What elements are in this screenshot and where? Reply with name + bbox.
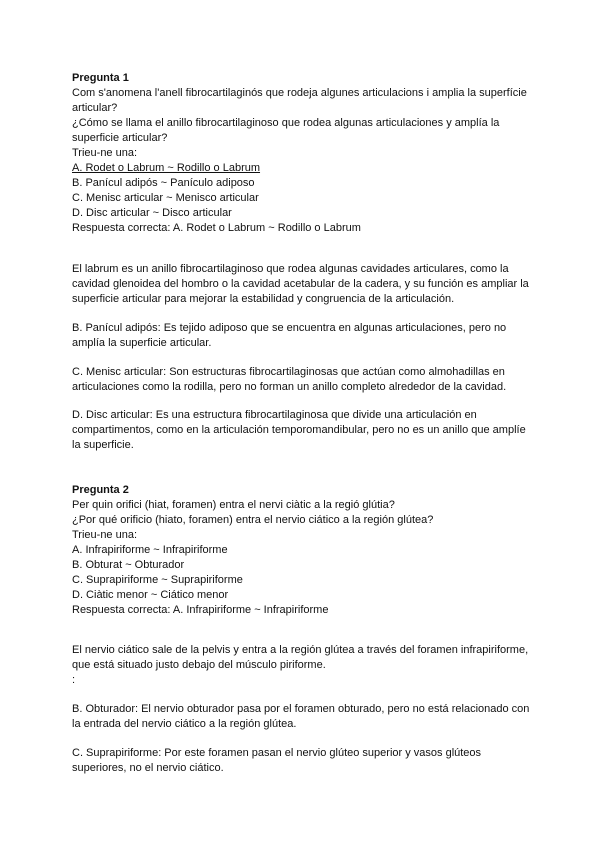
question-title: Pregunta 2 (72, 484, 129, 496)
correct-answer: Respuesta correcta: A. Infrapiriforme ~ Infrapiriforme (72, 604, 329, 616)
option-b[interactable]: B. Panícul adipós ~ Panículo adiposo (72, 177, 255, 189)
correct-answer: Respuesta correcta: A. Rodet o Labrum ~ Rodillo o Labrum (72, 222, 361, 234)
option-d[interactable]: D. Ciàtic menor ~ Ciático menor (72, 589, 229, 601)
explanation-text: B. Obturador: El nervio obturador pasa por el foramen obturado, pero no está relacionado con la entrada del nervio ciático a la región glútea. (72, 703, 530, 730)
choose-one-prompt: Trieu-ne una: (72, 147, 138, 159)
option-b[interactable]: B. Obturat ~ Obturador (72, 559, 185, 571)
explanation-text: C. Menisc articular: Son estructuras fibrocartilaginosas que actúan como almohadillas en articulaciones como la rodilla, pero no forman un anillo completo alrededor de la cavidad. (72, 366, 507, 393)
option-c[interactable]: C. Menisc articular ~ Menisco articular (72, 192, 259, 204)
explanation-text: D. Disc articular: Es una estructura fibrocartilaginosa que divide una articulación en compartimentos, como en la articulación temporomandibular, pero no es un anillo que amplíe la superficie. (72, 409, 526, 451)
explanation-text: B. Panícul adipós: Es tejido adiposo que se encuentra en algunas articulaciones, pero no amplía la superficie articular. (72, 322, 507, 349)
explanation-option-b (72, 702, 534, 732)
explanation-option-c (72, 365, 534, 395)
question-2 (72, 483, 542, 618)
question-1 (72, 71, 542, 236)
question-text-catalan: Per quin orifici (hiat, foramen) entra el nervi ciàtic a la regió glútia? (72, 499, 395, 511)
question-text-spanish: ¿Por qué orificio (hiato, foramen) entra el nervio ciático a la región glútea? (72, 514, 434, 526)
explanation-text: : (72, 674, 76, 686)
explanation-labrum (72, 262, 534, 307)
choose-one-prompt: Trieu-ne una: (72, 529, 138, 541)
explanation-text: C. Suprapiriforme: Por este foramen pasan el nervio glúteo superior y vasos glúteos superiores, no el nervio ciático. (72, 747, 482, 774)
explanation-option-d (72, 408, 534, 453)
question-text-spanish: ¿Cómo se llama el anillo fibrocartilaginoso que rodea algunas articulaciones y amplía la superficie articular? (72, 117, 500, 144)
explanation-option-b (72, 321, 534, 351)
question-title: Pregunta 1 (72, 72, 129, 84)
option-d[interactable]: D. Disc articular ~ Disco articular (72, 207, 232, 219)
option-c[interactable]: C. Suprapiriforme ~ Suprapiriforme (72, 574, 243, 586)
explanation-sciatic-nerve (72, 643, 534, 673)
stray-colon (72, 673, 534, 688)
explanation-option-c (72, 746, 534, 776)
question-text-catalan: Com s'anomena l'anell fibrocartilaginós que rodeja algunes articulacions i amplia la superfície articular? (72, 87, 527, 114)
option-a[interactable]: A. Infrapiriforme ~ Infrapiriforme (72, 544, 228, 556)
option-a[interactable]: A. Rodet o Labrum ~ Rodillo o Labrum (72, 162, 261, 174)
explanation-text: El labrum es un anillo fibrocartilaginoso que rodea algunas cavidades articulares, como la cavidad glenoidea del hombro o la cavidad acetabular de la cadera, y su función es ampliar la superficie articular para mejorar la estabilidad y congruencia de la articulación. (72, 263, 529, 305)
explanation-text: El nervio ciático sale de la pelvis y entra a la región glútea a través del foramen infrapiriforme, que está situado justo debajo del músculo piriforme. (72, 644, 529, 671)
